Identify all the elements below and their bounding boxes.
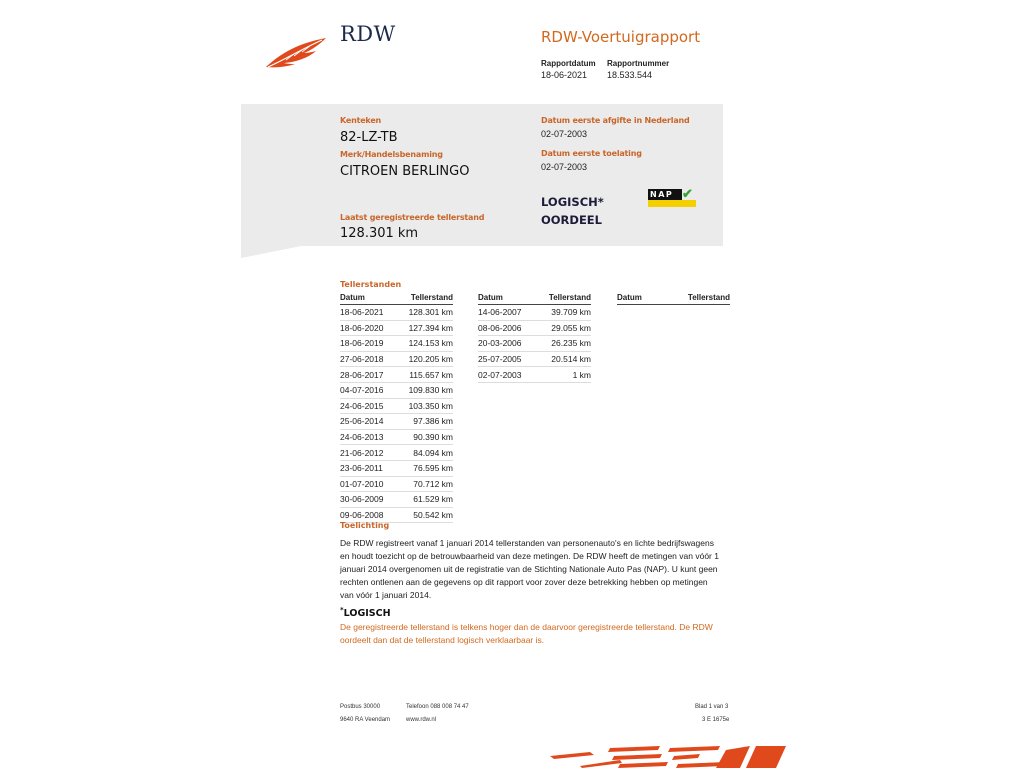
table-row: [340, 382, 453, 398]
toelichting-title: Toelichting: [340, 521, 390, 530]
col-datum-header: Datum: [340, 293, 396, 305]
row-tellerstand: 29.055 km: [535, 320, 591, 336]
row-datum: 04-07-2016: [340, 382, 396, 398]
row-datum: 30-06-2009: [340, 492, 396, 508]
table-row: [340, 398, 453, 414]
table-row: [340, 320, 453, 336]
table-row: [340, 460, 453, 476]
row-datum: 25-06-2014: [340, 414, 396, 430]
table-row: [478, 367, 591, 383]
nap-logo: [648, 186, 696, 207]
row-tellerstand: 61.529 km: [396, 492, 453, 508]
vehicle-panel-tail: [241, 246, 301, 258]
row-datum: 21-06-2012: [340, 445, 396, 461]
toelating-label: Datum eerste toelating: [541, 149, 642, 158]
row-tellerstand: 1 km: [535, 367, 591, 383]
toelichting-text: De RDW registreert vanaf 1 januari 2014 tellerstanden van personenauto's en lichte bedrijfswagens en houdt toezicht op de betrouwbaarheid van deze metingen. De RDW heeft de metingen van vóór 1 januari 2014 overgenomen uit de registratie van de Stichting Nationale Auto Pas (NAP). U kunt geen rechten ontlenen aan de gegevens op dit rapport voor zover deze betrekking hebben op metingen van vóór 1 januari 2014.: [340, 538, 719, 600]
row-tellerstand: 109.830 km: [396, 382, 453, 398]
rapportdatum-value: 18-06-2021: [541, 70, 588, 80]
row-tellerstand: 84.094 km: [396, 445, 453, 461]
row-datum: 14-06-2007: [478, 305, 535, 321]
tellerstanden-title: Tellerstanden: [340, 280, 402, 289]
rdw-stripes-decoration: [550, 744, 786, 768]
table-row: [340, 351, 453, 367]
table-row: [340, 367, 453, 383]
row-datum: 02-07-2003: [478, 367, 535, 383]
table-row: [340, 336, 453, 352]
tellerstanden-table-3: [617, 293, 730, 305]
row-tellerstand: 20.514 km: [535, 351, 591, 367]
row-datum: 23-06-2011: [340, 460, 396, 476]
row-tellerstand: 127.394 km: [396, 320, 453, 336]
table-row: [340, 476, 453, 492]
table-row: [340, 429, 453, 445]
tellerstanden-table-1: [340, 293, 453, 523]
oordeel-line2: OORDEEL: [541, 213, 602, 227]
row-datum: 18-06-2020: [340, 320, 396, 336]
footer-code: 3 E 1675e: [702, 717, 730, 723]
tellerstanden-table-2: [478, 293, 591, 383]
col-datum-header: Datum: [478, 293, 535, 305]
row-datum: 25-07-2005: [478, 351, 535, 367]
row-tellerstand: 103.350 km: [396, 398, 453, 414]
row-tellerstand: 76.595 km: [396, 460, 453, 476]
row-tellerstand: 97.386 km: [396, 414, 453, 430]
nap-text: NAP: [648, 189, 682, 200]
merk-value: CITROEN BERLINGO: [340, 164, 470, 179]
row-datum: 20-03-2006: [478, 336, 535, 352]
teller-label: Laatst geregistreerde tellerstand: [340, 213, 485, 222]
row-tellerstand: 128.301 km: [396, 305, 453, 321]
table-row: [340, 414, 453, 430]
row-tellerstand: 50.542 km: [396, 507, 453, 523]
row-datum: 28-06-2017: [340, 367, 396, 383]
logisch-title: LOGISCH: [343, 608, 391, 620]
footer-plaats: 9640 RA Veendam: [340, 717, 391, 723]
row-datum: 24-06-2015: [340, 398, 396, 414]
table-row: [478, 320, 591, 336]
row-datum: 18-06-2021: [340, 305, 396, 321]
table-row: [340, 445, 453, 461]
toelating-value: 02-07-2003: [541, 162, 588, 172]
footer-postbus: Postbus 30000: [340, 704, 381, 710]
oordeel-line1: LOGISCH*: [541, 195, 604, 209]
row-tellerstand: 124.153 km: [396, 336, 453, 352]
table-row: [340, 305, 453, 321]
table-row: [478, 305, 591, 321]
row-tellerstand: 70.712 km: [396, 476, 453, 492]
logisch-text: De geregistreerde tellerstand is telkens hoger dan de daarvoor geregistreerde tellerstand. De RDW oordeelt dan dat de tellerstand logisch verklaarbaar is.: [340, 622, 713, 645]
kenteken-label: Kenteken: [340, 116, 382, 125]
footer-blad: Blad 1 van 3: [695, 704, 729, 710]
rapportnummer-value: 18.533.544: [607, 70, 653, 80]
col-tellerstand-header: Tellerstand: [396, 293, 453, 305]
row-tellerstand: 120.205 km: [396, 351, 453, 367]
col-tellerstand-header: Tellerstand: [659, 293, 730, 305]
nap-check-icon: ✔: [682, 186, 693, 201]
row-datum: 08-06-2006: [478, 320, 535, 336]
row-datum: 24-06-2013: [340, 429, 396, 445]
vehicle-panel: [241, 104, 723, 246]
table-row: [478, 351, 591, 367]
table-row: [478, 336, 591, 352]
report-title: RDW-Voertuigrapport: [541, 28, 701, 46]
logisch-heading: [340, 606, 391, 619]
row-datum: 01-07-2010: [340, 476, 396, 492]
row-datum: 09-06-2008: [340, 507, 396, 523]
row-tellerstand: 115.657 km: [396, 367, 453, 383]
kenteken-value: 82-LZ-TB: [340, 130, 398, 145]
col-datum-header: Datum: [617, 293, 659, 305]
col-tellerstand-header: Tellerstand: [535, 293, 591, 305]
row-tellerstand: 90.390 km: [396, 429, 453, 445]
merk-label: Merk/Handelsbenaming: [340, 150, 443, 159]
afgifte-label: Datum eerste afgifte in Nederland: [541, 116, 690, 125]
oordeel-block: [541, 193, 604, 229]
row-datum: 18-06-2019: [340, 336, 396, 352]
rapportnummer-label: Rapportnummer: [607, 59, 670, 68]
footer-website[interactable]: www.rdw.nl: [406, 717, 437, 723]
logisch-star: *: [340, 606, 344, 614]
logo-text: RDW: [340, 22, 396, 46]
row-datum: 27-06-2018: [340, 351, 396, 367]
rapportdatum-label: Rapportdatum: [541, 59, 596, 68]
row-tellerstand: 26.235 km: [535, 336, 591, 352]
table-row: [340, 492, 453, 508]
footer-telefoon: Telefoon 088 008 74 47: [406, 704, 469, 710]
row-tellerstand: 39.709 km: [535, 305, 591, 321]
teller-value: 128.301 km: [340, 226, 419, 241]
afgifte-value: 02-07-2003: [541, 129, 588, 139]
rdw-feather-logo: [264, 34, 330, 70]
